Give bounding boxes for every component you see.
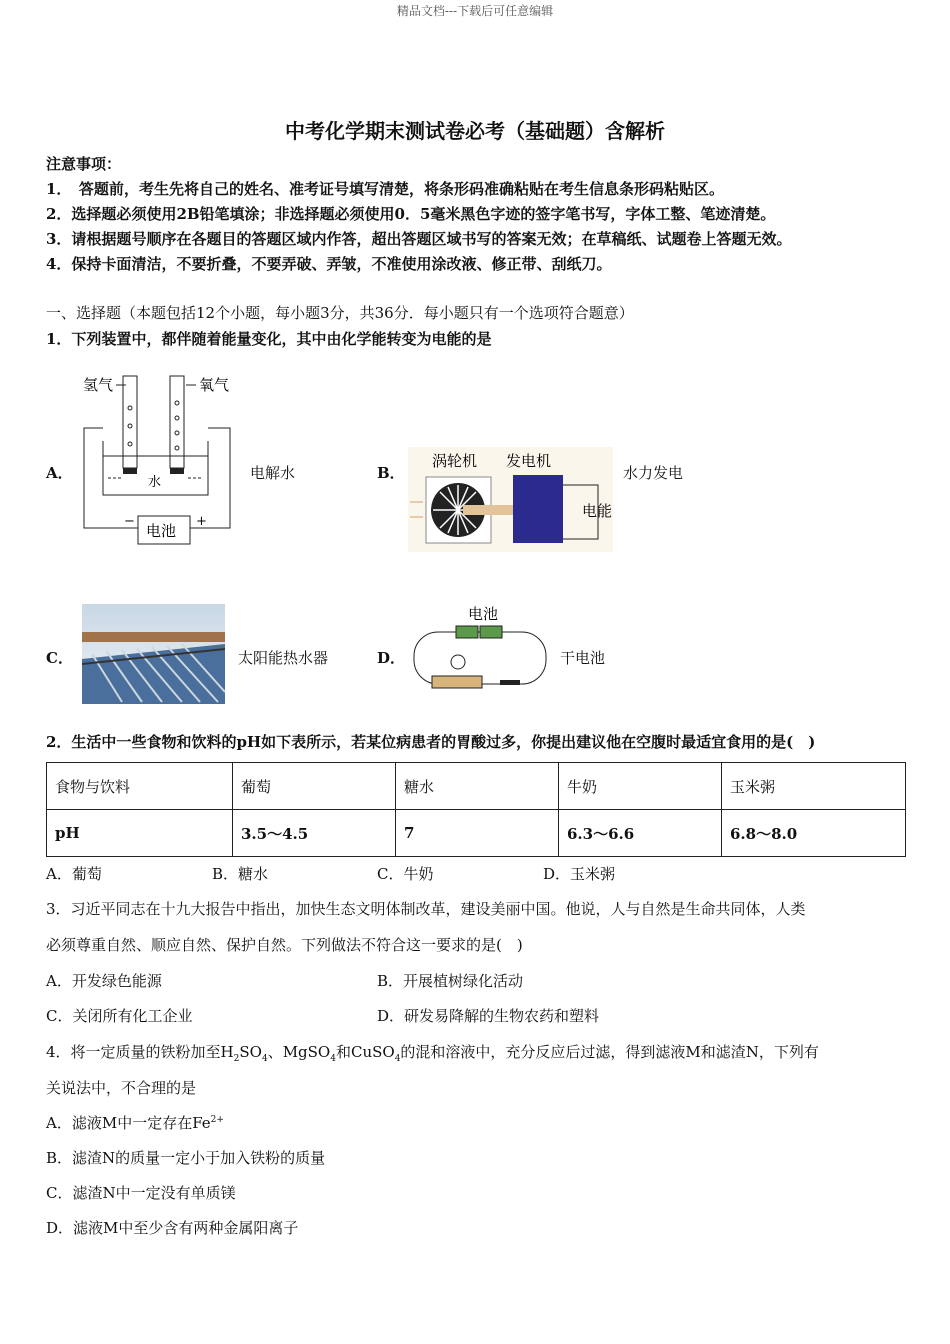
battery-label: 电池 [146, 522, 177, 540]
q1-option-letter: B． [377, 464, 405, 482]
table-cell: 糖水 [396, 763, 559, 810]
q1-option-letter: A． [46, 464, 73, 482]
q3-stem: 必须尊重自然、顺应自然、保护自然。下列做法不符合这一要求的是( ) [46, 936, 523, 954]
table-cell: 牛奶 [559, 763, 722, 810]
page-title: 中考化学期末测试卷必考（基础题）含解析 [285, 119, 665, 143]
q4-stem [46, 1041, 819, 1064]
q1-option-letter: C． [46, 649, 73, 667]
subscript: 4 [261, 1054, 268, 1064]
table-row [47, 763, 906, 810]
generator-label: 发电机 [506, 452, 552, 470]
q1-option-label: 电解水 [250, 464, 296, 482]
subscript: 4 [330, 1054, 336, 1064]
q4-option-text: A．滤液M中一定存在Fe [46, 1114, 211, 1132]
oxygen-label: 氧气 [199, 376, 230, 394]
q4-stem-part: 4．将一定质量的铁粉加至H [46, 1043, 234, 1061]
q2-option: A．葡萄 [46, 865, 102, 883]
q1-option-label: 水力发电 [623, 464, 684, 482]
table-row [47, 810, 906, 857]
notice-item: 2．选择题必须使用2B铅笔填涂；非选择题必须使用0．5毫米黑色字迹的签字笔书写，字体工整、笔迹清楚。 [46, 205, 776, 223]
superscript: 2+ [210, 1115, 224, 1125]
q3-option: C．关闭所有化工企业 [46, 1007, 193, 1025]
q4-stem: 关说法中，不合理的是 [46, 1079, 197, 1097]
table-cell: 葡萄 [233, 763, 396, 810]
section-heading: 一、选择题（本题包括12个小题，每小题3分，共36分．每小题只有一个选项符合题意） [46, 304, 634, 322]
plus-sign: + [196, 514, 207, 529]
q4-option: D．滤液M中至少含有两种金属阳离子 [46, 1219, 299, 1237]
table-cell: pH [47, 810, 233, 857]
notice-heading: 注意事项： [46, 155, 122, 173]
table-cell: 7 [396, 810, 559, 857]
q4-stem-part: 和CuSO [335, 1043, 395, 1061]
q3-option: B．开展植树绿化活动 [377, 972, 524, 990]
q1-stem: 1．下列装置中，都伴随着能量变化，其中由化学能转变为电能的是 [46, 330, 492, 348]
q3-option: A．开发绿色能源 [46, 972, 162, 990]
q1-option-letter: D． [377, 649, 406, 667]
hydro-figure [408, 447, 613, 552]
q1-option-label: 太阳能热水器 [238, 649, 329, 667]
minus-sign: − [124, 514, 135, 529]
page-header: 精品文档---下载后可任意编辑 [396, 4, 554, 18]
q2-stem: 2．生活中一些食物和饮料的pH如下表所示，若某位病患者的胃酸过多，你提出建议他在空腹时最适宜食用的是( ) [46, 733, 816, 751]
subscript: 4 [394, 1054, 401, 1064]
turbine-label: 涡轮机 [432, 452, 478, 470]
dry-cell-circuit-figure [410, 602, 550, 694]
notice-item: 3．请根据题号顺序在各题目的答题区域内作答，超出答题区域书写的答案无效；在草稿纸、试题卷上答题无效。 [46, 230, 792, 248]
solar-heater-photo [82, 604, 225, 704]
q4-option: B．滤渣N的质量一定小于加入铁粉的质量 [46, 1149, 326, 1167]
q3-stem: 3．习近平同志在十九大报告中指出，加快生态文明体制改革，建设美丽中国。他说，人与自然是生命共同体，人类 [46, 900, 806, 918]
q4-option: C．滤渣N中一定没有单质镁 [46, 1184, 236, 1202]
subscript: 2 [233, 1054, 240, 1064]
q2-option: C．牛奶 [377, 865, 434, 883]
table-cell: 6.8～8.0 [722, 810, 906, 857]
table-cell: 6.3～6.6 [559, 810, 722, 857]
table-cell: 食物与饮料 [47, 763, 233, 810]
ph-table [46, 762, 906, 857]
water-label: 水 [148, 475, 162, 490]
notice-item: 1． 答题前，考生先将自己的姓名、准考证号填写清楚，将条形码准确粘贴在考生信息条形码粘贴区。 [46, 180, 724, 198]
q2-option: B．糖水 [212, 865, 269, 883]
notice-item: 4．保持卡面清洁，不要折叠，不要弄破、弄皱，不准使用涂改液、修正带、刮纸刀。 [46, 255, 612, 273]
power-label: 电能 [582, 502, 613, 520]
table-cell: 玉米粥 [722, 763, 906, 810]
q4-stem-part: 、MgSO [267, 1043, 331, 1061]
electrolysis-figure [78, 368, 248, 550]
q3-option: D．研发易降解的生物农药和塑料 [377, 1007, 600, 1025]
q2-option: D．玉米粥 [543, 865, 616, 883]
battery-label: 电池 [468, 605, 499, 623]
q4-stem-part: 的混和溶液中，充分反应后过滤，得到滤液M和滤渣N，下列有 [400, 1043, 819, 1061]
q1-option-label: 干电池 [560, 649, 606, 667]
hydrogen-label: 氢气 [83, 376, 114, 394]
table-cell: 3.5～4.5 [233, 810, 396, 857]
q4-option [46, 1112, 224, 1133]
q4-stem-part: SO [239, 1043, 262, 1061]
